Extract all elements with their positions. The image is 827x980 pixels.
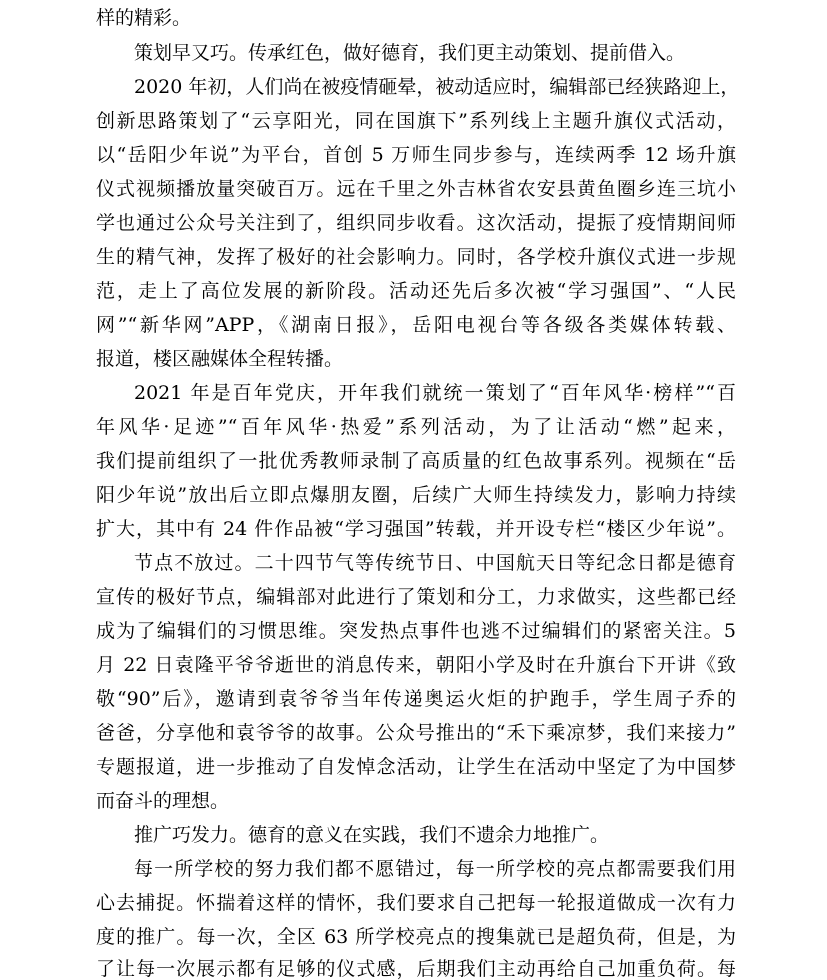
text-line: 了让每一次展示都有足够的仪式感，后期我们主动再给自己加重负荷。每 (96, 958, 736, 980)
text-line: 我们提前组织了一批优秀教师录制了高质量的红色故事系列。视频在“岳 (96, 450, 736, 472)
text-line: 学也通过公众号关注到了，组织同步收看。这次活动，提振了疫情期间师 (96, 212, 736, 234)
text-line: 2021 年是百年党庆，开年我们就统一策划了“百年风华·榜样”“百 (134, 382, 736, 404)
text-line: 专题报道，进一步推动了自发悼念活动，让学生在活动中坚定了为中国梦 (96, 756, 736, 778)
text-line: 策划早又巧。传承红色，做好德育，我们更主动策划、提前借入。 (134, 42, 686, 64)
text-line: 推广巧发力。德育的意义在实践，我们不遗余力地推广。 (134, 824, 610, 846)
text-line: 月 22 日袁隆平爷爷逝世的消息传来，朝阳小学及时在升旗台下开讲《致 (96, 654, 736, 676)
text-line: 每一所学校的努力我们都不愿错过，每一所学校的亮点都需要我们用 (134, 858, 736, 880)
text-line: 样的精彩。 (96, 7, 192, 29)
text-line: 心去捕捉。怀揣着这样的情怀，我们要求自己把每一轮报道做成一次有力 (96, 892, 736, 914)
text-line: 以“岳阳少年说”为平台，首创 5 万师生同步参与，连续两季 12 场升旗 (96, 144, 736, 166)
text-line: 敬“90”后》，邀请到袁爷爷当年传递奥运火炬的护跑手，学生周子乔的 (96, 688, 736, 710)
text-line: 仪式视频播放量突破百万。远在千里之外吉林省农安县黄鱼圈乡连三坑小 (96, 178, 736, 200)
text-line: 而奋斗的理想。 (96, 790, 230, 812)
text-line: 爸爸，分享他和袁爷爷的故事。公众号推出的“禾下乘凉梦，我们来接力” (96, 722, 736, 744)
text-line: 生的精气神，发挥了极好的社会影响力。同时，各学校升旗仪式进一步规 (96, 246, 736, 268)
text-line: 成为了编辑们的习惯思维。突发热点事件也逃不过编辑们的紧密关注。5 (96, 620, 736, 642)
text-line: 度的推广。每一次，全区 63 所学校亮点的搜集就已是超负荷，但是，为 (96, 926, 736, 948)
text-line: 网”“新华网”APP，《湖南日报》，岳阳电视台等各级各类媒体转载、 (96, 314, 736, 336)
text-line: 2020 年初，人们尚在被疫情砸晕，被动适应时，编辑部已经狭路迎上， (134, 76, 740, 98)
text-line: 报道，楼区融媒体全程转播。 (96, 348, 344, 370)
text-line: 范，走上了高位发展的新阶段。活动还先后多次被“学习强国”、“人民 (96, 280, 736, 302)
text-line: 阳少年说”放出后立即点爆朋友圈，后续广大师生持续发力，影响力持续 (96, 484, 736, 506)
text-line: 宣传的极好节点，编辑部对此进行了策划和分工，力求做实，这些都已经 (96, 586, 736, 608)
text-line: 创新思路策划了“云享阳光，同在国旗下”系列线上主题升旗仪式活动， (96, 110, 736, 132)
text-line: 扩大，其中有 24 件作品被“学习强国”转载，并开设专栏“楼区少年说”。 (96, 518, 736, 540)
text-line: 年风华·足迹”“百年风华·热爱”系列活动，为了让活动“燃”起来， (96, 416, 736, 438)
text-line: 节点不放过。二十四节气等传统节日、中国航天日等纪念日都是德育 (134, 552, 736, 574)
